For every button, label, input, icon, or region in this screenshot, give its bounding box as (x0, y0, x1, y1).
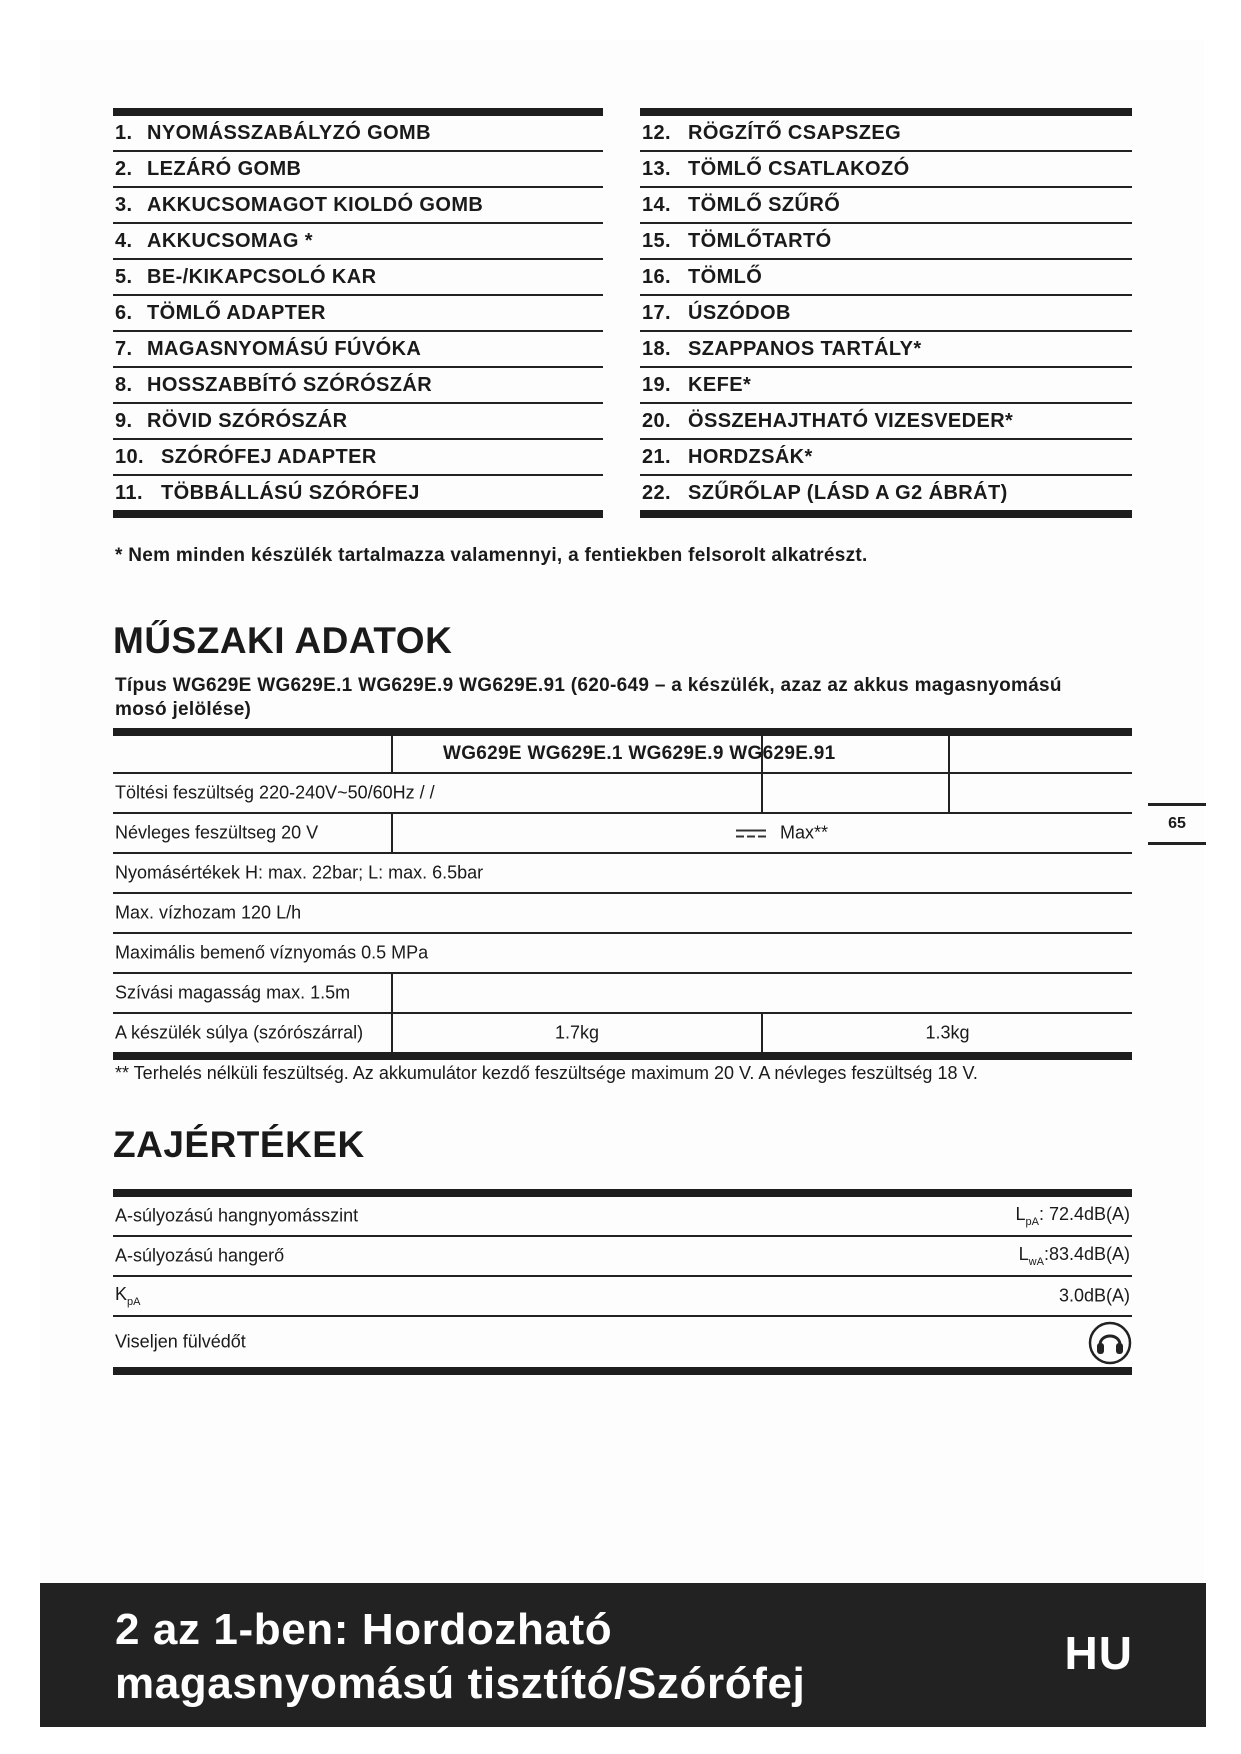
list-item: 6. TÖMLŐ ADAPTER (113, 296, 603, 332)
weight-value-b: 1.3kg (925, 1022, 970, 1043)
dc-symbol-icon (736, 830, 766, 838)
tech-heading: MŰSZAKI ADATOK (113, 620, 453, 661)
type-line: Típus WG629E WG629E.1 WG629E.9 WG629E.91 (620-649 – a készülék, azaz az akkus magasnyomású mosó jelölése) (115, 675, 1062, 720)
table-row: A-súlyozású hangerő $L_{wA}:83.4dB(A)$ (113, 1237, 1132, 1277)
list-item: 9. RÖVID SZÓRÓSZÁR (113, 404, 603, 440)
pressure-values: Nyomásértékek H: max. 22bar; L: max. 6.5bar (115, 862, 484, 883)
list-item: 15. TÖMLŐTARTÓ (640, 224, 1132, 260)
table-row (113, 894, 1132, 934)
table-row (113, 974, 1132, 1014)
list-item: 17. ÚSZÓDOB (640, 296, 1132, 332)
weight-label: A készülék súlya (szórószárral) (115, 1022, 364, 1043)
table-row (113, 774, 1132, 814)
tech-footnote: ** Terhelés nélküli feszültség. Az akkumulátor kezdő feszültsége maximum 20 V. A névleges feszültség 18 V. (115, 1063, 978, 1083)
list-item: 18. SZAPPANOS TARTÁLY* (640, 332, 1132, 368)
bottom-banner (40, 1583, 1206, 1727)
weight-value-a: 1.7kg (554, 1022, 600, 1043)
list-item: 5. BE-/KIKAPCSOLÓ KAR (113, 260, 603, 296)
parts-list-right (640, 108, 1132, 518)
list-item: 8. HOSSZABBÍTÓ SZÓRÓSZÁR (113, 368, 603, 404)
list-item: 2. LEZÁRÓ GOMB (113, 152, 603, 188)
noise-heading: ZAJÉRTÉKEK (113, 1124, 365, 1165)
list-item: 3. AKKUCSOMAGOT KIOLDÓ GOMB (113, 188, 603, 224)
table-row (113, 934, 1132, 974)
inlet-pressure: Maximális bemenő víznyomás 0.5 MPa (115, 942, 429, 963)
table-row (113, 1317, 1132, 1375)
list-item: 11. TÖBBÁLLÁSÚ SZÓRÓFEJ (113, 476, 603, 518)
list-item: 12. RÖGZÍTŐ CSAPSZEG (640, 116, 1132, 152)
list-item: 13. TÖMLŐ CSATLAKOZÓ (640, 152, 1132, 188)
table-row: $K_{pA}$ 3.0dB(A) (113, 1277, 1132, 1317)
rated-voltage: Névleges feszültseg 20 V (115, 822, 319, 843)
list-item: 16. TÖMLŐ (640, 260, 1132, 296)
parts-list-left (113, 108, 603, 518)
noise-table (113, 1189, 1132, 1375)
table-row (113, 854, 1132, 894)
list-item: 19. KEFE* (640, 368, 1132, 404)
charging-voltage: Töltési feszültség 220-240V~50/60Hz / / (115, 782, 435, 803)
ear-protection-label: Viseljen fülvédőt (115, 1331, 246, 1352)
list-item: 1. NYOMÁSSZABÁLYZÓ GOMB (113, 116, 603, 152)
suction-height: Szívási magasság max. 1.5m (115, 982, 351, 1003)
table-header-row (113, 736, 1132, 774)
list-item: 21. HORDZSÁK* (640, 440, 1132, 476)
list-item: 22. SZŰRŐLAP (LÁSD A G2 ÁBRÁT) (640, 476, 1132, 518)
language-code: HU (1064, 1627, 1133, 1679)
table-row (113, 814, 1132, 854)
list-item: 7. MAGASNYOMÁSÚ FÚVÓKA (113, 332, 603, 368)
ear-protection-icon (1088, 1321, 1132, 1365)
page-number: 65 (1148, 803, 1206, 845)
parts-footnote: * Nem minden készülék tartalmazza valamennyi, a fentiekben felsorolt alkatrészt. (115, 545, 868, 566)
tech-data-table (113, 728, 1132, 1060)
banner-title: 2 az 1-ben: Hordozható magasnyomású tisztító/Szórófej (115, 1605, 806, 1708)
table-row: A-súlyozású hangnyomásszint $L_{pA}$: 72.4dB(A) (113, 1197, 1132, 1237)
list-item: 10. SZÓRÓFEJ ADAPTER (113, 440, 603, 476)
list-item: 14. TÖMLŐ SZŰRŐ (640, 188, 1132, 224)
list-item: 4. AKKUCSOMAG * (113, 224, 603, 260)
models-header: WG629E WG629E.1 WG629E.9 WG629E.91 (443, 743, 836, 764)
table-row (113, 1014, 1132, 1060)
max-flow: Max. vízhozam 120 L/h (115, 902, 302, 923)
list-item: 20. ÖSSZEHAJTHATÓ VIZESVEDER* (640, 404, 1132, 440)
rated-voltage-value: Max** (780, 822, 829, 843)
